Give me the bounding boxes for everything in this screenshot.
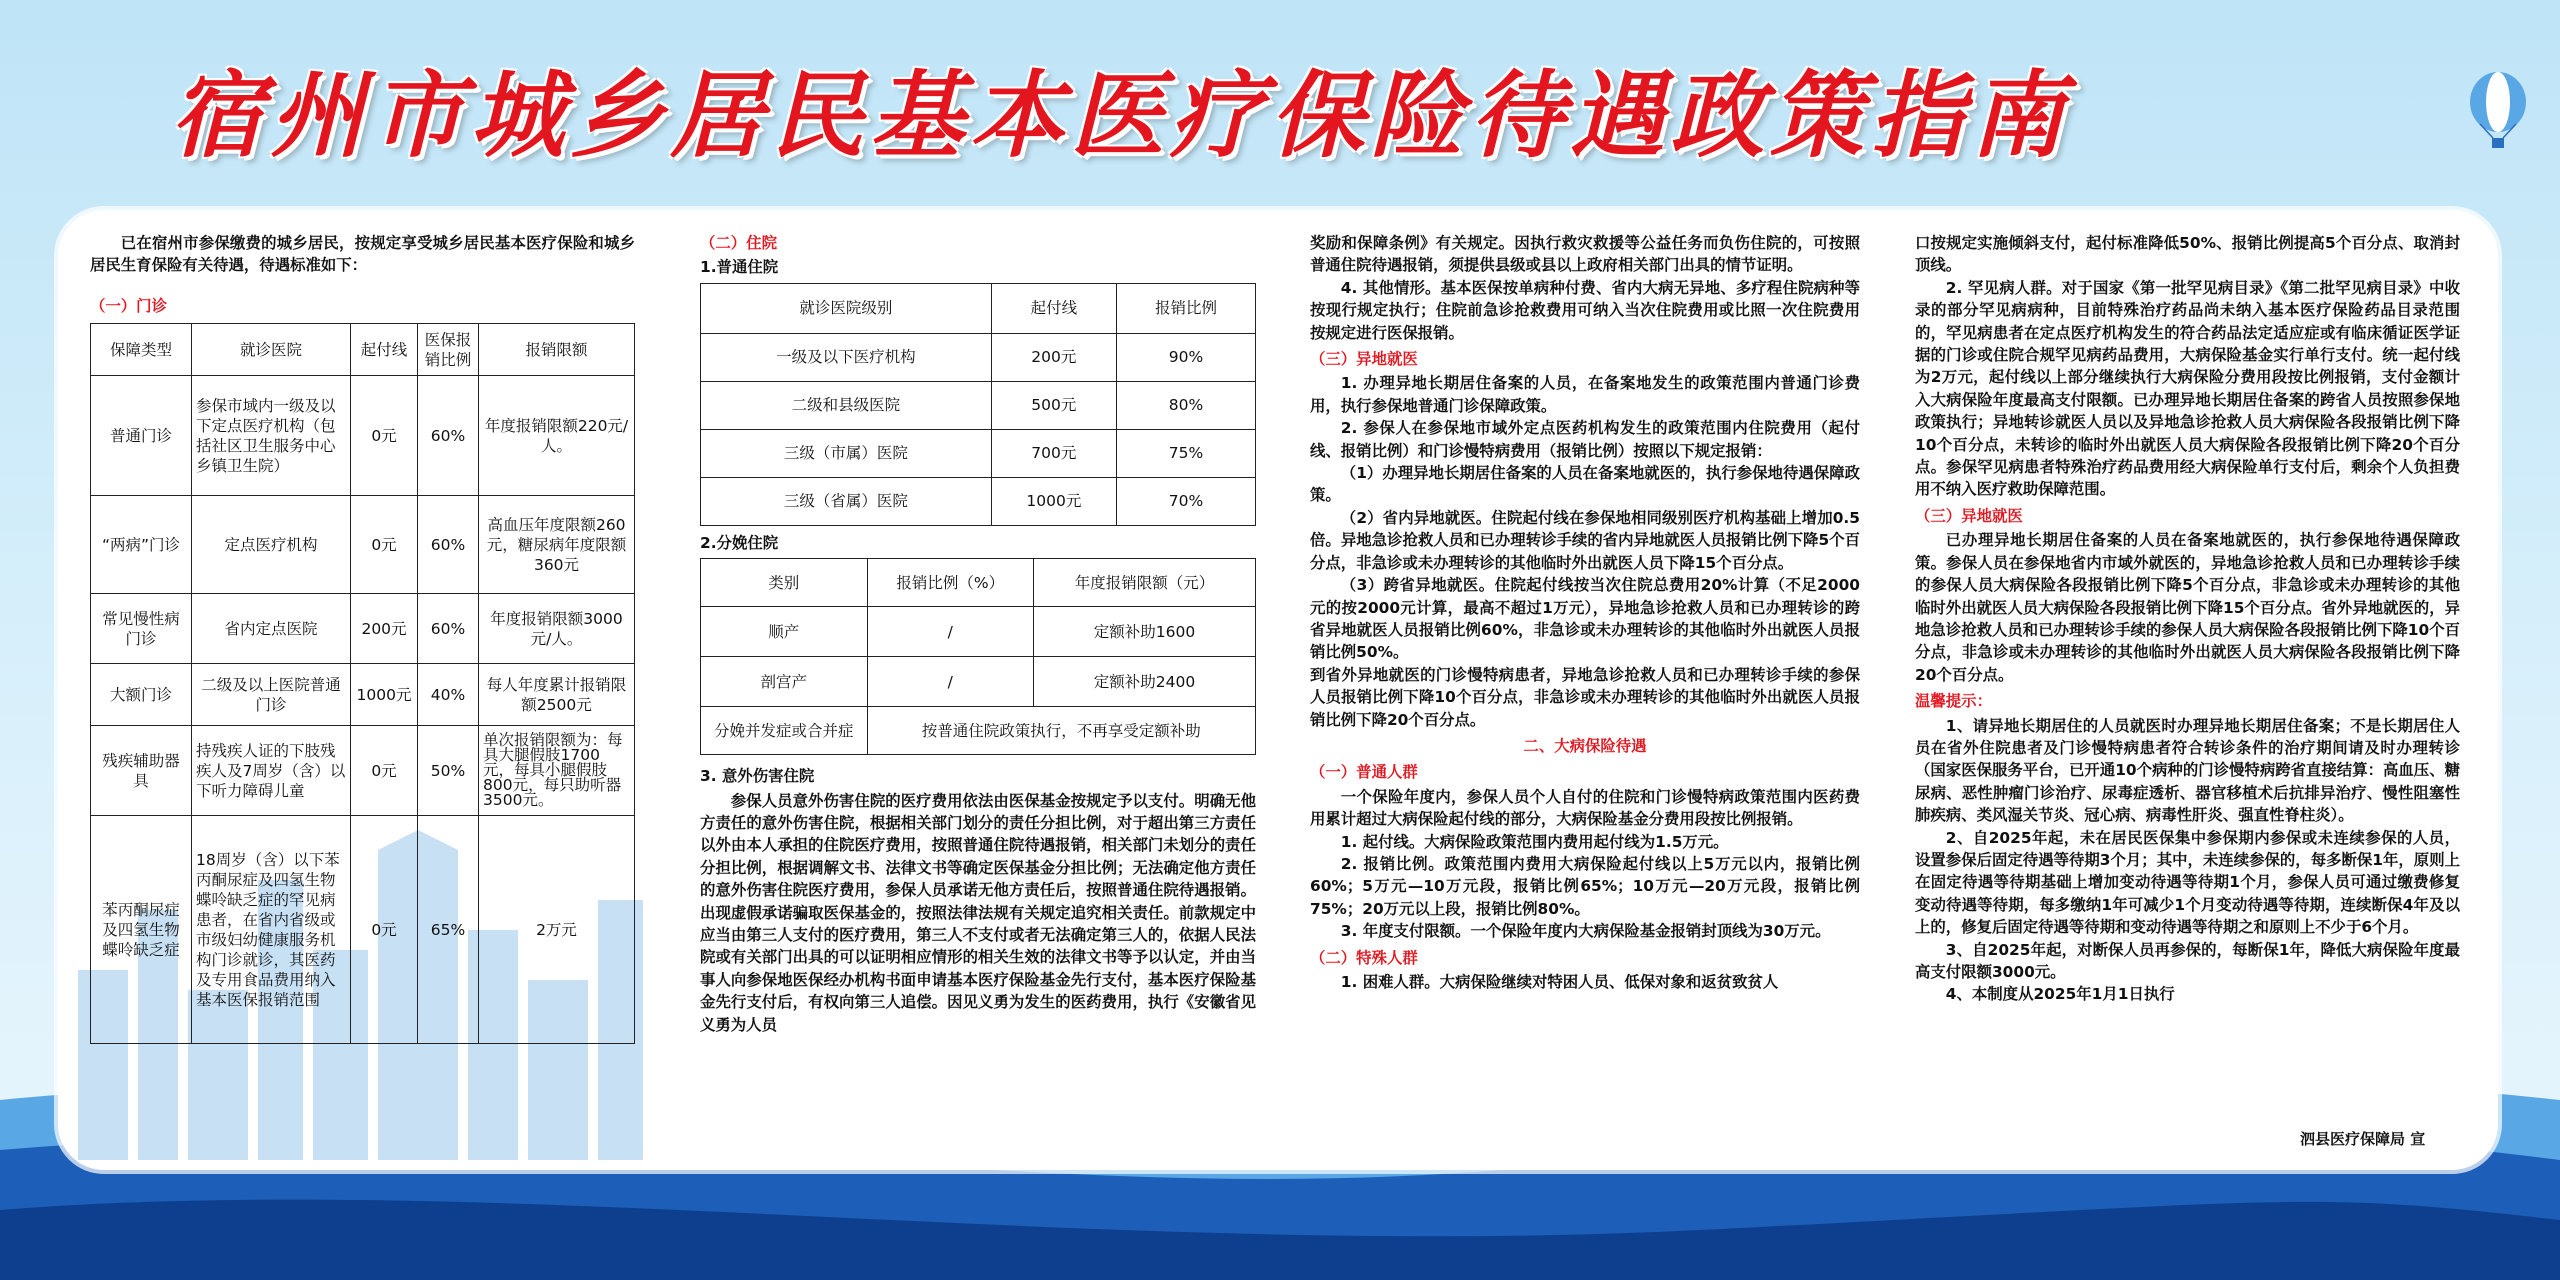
table-cell: 定点医疗机构 xyxy=(192,496,351,594)
table-cell: 三级（市属）医院 xyxy=(701,429,992,477)
table-row xyxy=(701,607,1256,657)
table-cell: 年度报销限额220元/人。 xyxy=(479,376,635,496)
special-people-heading: （二）特殊人群 xyxy=(1310,948,1418,967)
table-cell: 0元 xyxy=(351,376,418,496)
table-cell: 40% xyxy=(418,664,479,726)
table-cell: 二级和县级医院 xyxy=(701,381,992,429)
table-header: 年度报销限额（元） xyxy=(1034,559,1256,607)
table-header: 报销比例（%） xyxy=(867,559,1034,607)
table-cell: 0元 xyxy=(351,726,418,816)
birth-inpatient-title: 2.分娩住院 xyxy=(700,533,779,552)
table-cell: 60% xyxy=(418,594,479,664)
table-row xyxy=(701,381,1256,429)
table-cell: 500元 xyxy=(991,381,1116,429)
table-row xyxy=(701,657,1256,707)
table-cell: 90% xyxy=(1116,333,1255,381)
table-cell: 0元 xyxy=(351,816,418,1044)
table-row xyxy=(91,496,635,594)
table-cell: 50% xyxy=(418,726,479,816)
table-cell: 高血压年度限额260元，糖尿病年度限额360元 xyxy=(479,496,635,594)
table-header: 就诊医院 xyxy=(192,324,351,376)
table-row xyxy=(91,594,635,664)
table-cell: 18周岁（含）以下苯丙酮尿症及四氢生物蝶呤缺乏症的罕见病患者，在省内省级或市级妇幼健康服务机构门诊就诊，其医药及专用食品费用纳入基本医保报销范围 xyxy=(192,816,351,1044)
paragraph: 3. 年度支付限额。一个保险年度内大病保险基金报销封顶线为30万元。 xyxy=(1340,922,1831,941)
table-cell: 75% xyxy=(1116,429,1255,477)
issuer-signature: 泗县医疗保障局 宣 xyxy=(2300,1130,2426,1148)
outpatient-table xyxy=(90,323,635,1044)
paragraph: 已办理异地长期居住备案的人员在备案地就医的，执行参保地待遇保障政策。参保人员在参保地省内市域外就医的，异地急诊抢救人员和已办理转诊手续的参保人员大病保险各段报销比例下降5个百分点，非急诊或未办理转诊的其他临时外出就医人员大病保险各段报销比例下降15个百分点。省外异地就医的，异地急诊抢救人员和已办理转诊手续的参保人员大病保险各段报销比例下降10个百分点，非急诊或未办理转诊的其他临时外出就医人员大病保险各段报销比例下降20个百分点。 xyxy=(1915,531,2460,684)
inpatient-heading: （二）住院 xyxy=(700,234,777,252)
general-inpatient-title: 1.普通住院 xyxy=(700,258,779,277)
table-cell: 200元 xyxy=(991,333,1116,381)
table-row xyxy=(91,726,635,816)
outpatient-heading: （一）门诊 xyxy=(90,296,167,315)
table-cell: 三级（省属）医院 xyxy=(701,477,992,525)
table-cell: / xyxy=(867,657,1034,707)
serious-illness-heading: 二、大病保险待遇 xyxy=(1523,736,1647,755)
page-title: 宿州市城乡居民基本医疗保险待遇政策指南 xyxy=(170,62,2071,171)
table-cell: 2万元 xyxy=(479,816,635,1044)
table-cell: 常见慢性病门诊 xyxy=(91,594,192,664)
tips-heading: 温馨提示： xyxy=(1915,692,1992,711)
table-cell: 按普通住院政策执行，不再享受定额补助 xyxy=(867,707,1256,755)
paragraph: 3、自2025年起，对断保人员再参保的，每断保1年，降低大病保险年度最高支付限额3000元。 xyxy=(1915,940,2460,981)
table-cell: / xyxy=(867,607,1034,657)
table-row xyxy=(701,477,1256,525)
injury-title: 3. 意外伤害住院 xyxy=(700,767,815,786)
table-header: 就诊医院级别 xyxy=(701,283,992,333)
table-cell: 参保市域内一级及以下定点医疗机构（包括社区卫生服务中心乡镇卫生院） xyxy=(192,376,351,496)
paragraph: 1. 起付线。大病保险政策范围内费用起付线为1.5万元。 xyxy=(1340,832,1729,851)
table-cell: 1000元 xyxy=(991,477,1116,525)
table-cell: 大额门诊 xyxy=(91,664,192,726)
table-cell: 70% xyxy=(1116,477,1255,525)
column-3 xyxy=(1310,232,1860,993)
table-cell: 60% xyxy=(418,496,479,594)
general-inpatient-table xyxy=(700,283,1256,526)
paragraph: 到省外异地就医的门诊慢特病患者，异地急诊抢救人员和已办理转诊手续的参保人员报销比例下降10个百分点，非急诊或未办理转诊的其他临时外出就医人员报销比例下降20个百分点。 xyxy=(1310,665,1860,729)
table-row xyxy=(701,333,1256,381)
table-header: 起付线 xyxy=(991,283,1116,333)
table-cell: 省内定点医院 xyxy=(192,594,351,664)
table-cell: 60% xyxy=(418,376,479,496)
paragraph: （1）办理异地长期居住备案的人员在备案地就医的，执行参保地待遇保障政策。 xyxy=(1310,464,1860,505)
table-header: 报销比例 xyxy=(1116,283,1255,333)
paragraph: 奖励和保障条例》有关规定。因执行救灾救援等公益任务而负伤住院的，可按照普通住院待遇报销，须提供县级或县以上政府相关部门出具的情节证明。 xyxy=(1310,234,1860,275)
table-cell: 700元 xyxy=(991,429,1116,477)
paragraph: （2）省内异地就医。住院起付线在参保地相同级别医疗机构基础上增加0.5倍。异地急诊抢救人员和已办理转诊手续的省内异地就医人员报销比例下降5个百分点，非急诊或未办理转诊的其他临时外出就医人员下降15个百分点。 xyxy=(1310,508,1860,572)
remote-heading: （三）异地就医 xyxy=(1310,350,1418,369)
paragraph: 2. 报销比例。政策范围内费用大病保险起付线以上5万元以内，报销比例60%；5万元—10万元段，报销比例65%；10万元—20万元段，报销比例75%；20万元以上段，报销比例80%。 xyxy=(1310,854,1860,918)
paragraph: 2. 参保人在参保地市域外定点医药机构发生的政策范围内住院费用（起付线、报销比例）和门诊慢特病费用（报销比例）按照以下规定报销： xyxy=(1310,419,1860,460)
table-cell: 0元 xyxy=(351,496,418,594)
intro-text: 已在宿州市参保缴费的城乡居民，按规定享受城乡居民基本医疗保险和城乡居民生育保险有关待遇，待遇标准如下： xyxy=(90,234,635,275)
table-cell: 定额补助1600 xyxy=(1034,607,1256,657)
column-4 xyxy=(1915,232,2460,1006)
paragraph: 一个保险年度内，参保人员个人自付的住院和门诊慢特病政策范围内医药费用累计超过大病保险起付线的部分，大病保险基金分费用段按比例报销。 xyxy=(1310,787,1860,829)
table-cell: 单次报销限额为：每具大腿假肢1700元，每具小腿假肢800元，每只助听器3500元。 xyxy=(479,726,635,816)
table-header: 医保报销比例 xyxy=(418,324,479,376)
paragraph: 4. 其他情形。基本医保按单病种付费、省内大病无异地、多疗程住院病种等按现行规定执行；住院前急诊抢救费用可纳入当次住院费用或比照一次住院费用按规定进行医保报销。 xyxy=(1310,278,1860,342)
paragraph: 口按规定实施倾斜支付，起付标准降低50%、报销比例提高5个百分点、取消封顶线。 xyxy=(1915,234,2460,275)
table-row xyxy=(701,707,1256,755)
paragraph: 4、本制度从2025年1月1日执行 xyxy=(1945,985,2175,1004)
table-header: 类别 xyxy=(701,559,868,607)
table-row xyxy=(91,664,635,726)
table-row xyxy=(91,376,635,496)
table-cell: 分娩并发症或合并症 xyxy=(701,707,868,755)
table-cell: 剖宫产 xyxy=(701,657,868,707)
table-cell: 二级及以上医院普通门诊 xyxy=(192,664,351,726)
paragraph: （3）跨省异地就医。住院起付线按当次住院总费用20%计算（不足2000元的按2000元计算，最高不超过1万元），异地急诊抢救人员和已办理转诊的跨省异地就医人员报销比例60%，非急诊或未办理转诊的其他临时外出就医人员报销比例50%。 xyxy=(1310,576,1860,662)
hot-air-balloon-icon xyxy=(2466,72,2530,152)
table-cell: 200元 xyxy=(351,594,418,664)
table-row xyxy=(701,429,1256,477)
paragraph: 1. 困难人群。大病保险继续对特困人员、低保对象和返贫致贫人 xyxy=(1340,973,1779,991)
table-cell: 65% xyxy=(418,816,479,1044)
table-header: 保障类型 xyxy=(91,324,192,376)
paragraph: 2. 罕见病人群。对于国家《第一批罕见病目录》《第二批罕见病目录》中收录的部分罕见病病种，目前特殊治疗药品尚未纳入基本医疗保险药品目录范围的，罕见病患者在定点医疗机构发生的符合药品法定适应症或有临床循证医学证据的门诊或住院合规罕见病药品费用，大病保险基金实行单行支付。统一起付线为2万元，起付线以上部分继续执行大病保险分费用段按比例报销，支付金额计入大病保险年度最高支付限额。已办理异地长期居住备案的跨省人员按照参保地政策执行；异地转诊就医人员以及异地急诊抢救人员大病保险各段报销比例下降10个百分点，未转诊的临时外出就医人员大病保险各段报销比例下降20个百分点。参保罕见病患者特殊治疗药品费用经大病保险单行支付后，剩余个人负担费用不纳入医疗救助保障范围。 xyxy=(1915,278,2460,499)
table-cell: 80% xyxy=(1116,381,1255,429)
paragraph: 1. 办理异地长期居住备案的人员，在备案地发生的政策范围内普通门诊费用，执行参保地普通门诊保障政策。 xyxy=(1310,374,1860,415)
column-1 xyxy=(90,232,635,1044)
table-header: 报销限额 xyxy=(479,324,635,376)
table-cell: 苯丙酮尿症及四氢生物蝶呤缺乏症 xyxy=(91,816,192,1044)
table-cell: 一级及以下医疗机构 xyxy=(701,333,992,381)
table-cell: 持残疾人证的下肢残疾人及7周岁（含）以下听力障碍儿童 xyxy=(192,726,351,816)
table-row xyxy=(91,816,635,1044)
paragraph: 2、自2025年起，未在居民医保集中参保期内参保或未连续参保的人员，设置参保后固定待遇等待期3个月；其中，未连续参保的，每多断保1年，原则上在固定待遇等待期基础上增加变动待遇等待期1个月，参保人员可通过缴费修复变动待遇等待期，每多缴纳1年可减少1个月变动待遇等待期，连续断保4年及以上的，修复后固定待遇等待期和变动待遇等待期之和原则上不少于6个月。 xyxy=(1915,828,2460,937)
table-cell: 1000元 xyxy=(351,664,418,726)
table-cell: 每人年度累计报销限额2500元 xyxy=(479,664,635,726)
injury-text: 参保人员意外伤害住院的医疗费用依法由医保基金按规定予以支付。明确无他方责任的意外伤害住院，根据相关部门划分的责任分担比例，对于超出第三方责任以外由本人承担的住院医疗费用，按照普通住院待遇报销，相关部门未划分的责任分担比例，根据调解文书、法律文书等确定医保基金分担比例；无法确定他方责任的意外伤害住院医疗费用，参保人员承诺无他方责任后，按照普通住院待遇报销。出现虚假承诺骗取医保基金的，按照法律法规有关规定追究相关责任。前款规定中应当由第三人支付的医疗费用，第三人不支付或者无法确定第三人的，依据人民法院或有关部门出具的可以证明相应情形的相关生效的法律文书等予以认定，并由当事人向参保地医保经办机构书面申请基本医疗保险基金先行支付，基本医疗保险基金先行支付后，有权向第三人追偿。因见义勇为发生的医药费用，执行《安徽省见义勇为人员 xyxy=(700,791,1256,1034)
table-cell: 定额补助2400 xyxy=(1034,657,1256,707)
table-cell: 残疾辅助器具 xyxy=(91,726,192,816)
table-header: 起付线 xyxy=(351,324,418,376)
remote-serious-heading: （三）异地就医 xyxy=(1915,506,2023,525)
column-2 xyxy=(700,232,1256,1036)
table-cell: 年度报销限额3000元/人。 xyxy=(479,594,635,664)
table-cell: 普通门诊 xyxy=(91,376,192,496)
table-cell: “两病”门诊 xyxy=(91,496,192,594)
paragraph: 1、请异地长期居住的人员就医时办理异地长期居住备案；不是长期居住人员在省外住院患者及门诊慢特病患者符合转诊条件的治疗期间请及时办理转诊（国家医保服务平台，已开通10个病种的门诊慢特病跨省直接结算：高血压、糖尿病、恶性肿瘤门诊治疗、尿毒症透析、器官移植术后抗排异治疗、慢性阻塞性肺疾病、类风湿关节炎、冠心病、病毒性肝炎、强直性脊柱炎）。 xyxy=(1915,716,2460,825)
table-cell: 顺产 xyxy=(701,607,868,657)
birth-inpatient-table xyxy=(700,558,1256,755)
general-people-heading: （一）普通人群 xyxy=(1310,763,1418,782)
